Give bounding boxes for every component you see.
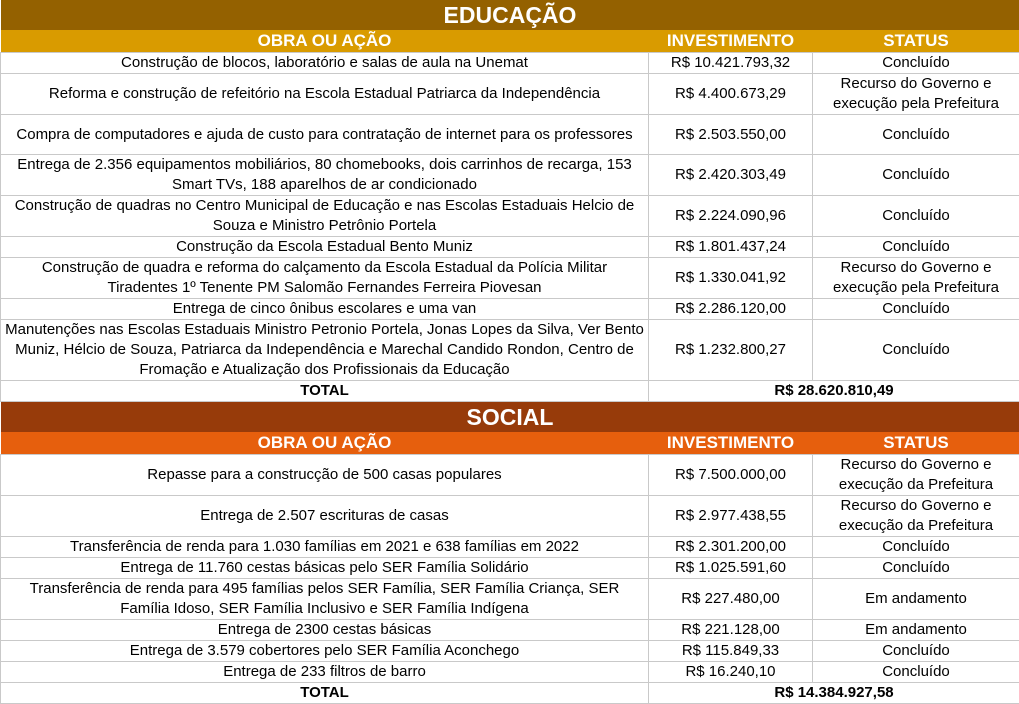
status-cell: Concluído [813, 662, 1019, 683]
status-cell: Concluído [813, 53, 1019, 74]
table-row [1, 196, 1019, 237]
header-obra: OBRA OU AÇÃO [1, 432, 649, 455]
social-header-row [1, 432, 1019, 455]
educacao-header-row [1, 30, 1019, 53]
table-row [1, 74, 1019, 115]
table-row [1, 641, 1019, 662]
status-cell: Concluído [813, 155, 1019, 196]
obra-cell: Manutenções nas Escolas Estaduais Ministro Petronio Portela, Jonas Lopes da Silva, Ver Bento Muniz, Hélcio de Souza, Patriarca da Independência e Marechal Candido Rondon, Centro de Fromação e Atualização dos Profissionais da Educação [1, 320, 649, 381]
educacao-title: EDUCAÇÃO [1, 0, 1019, 30]
total-value: R$ 28.620.810,49 [649, 381, 1019, 402]
obra-cell: Entrega de 3.579 cobertores pelo SER Família Aconchego [1, 641, 649, 662]
status-cell: Concluído [813, 320, 1019, 381]
header-status: STATUS [813, 30, 1019, 53]
investimento-cell: R$ 1.801.437,24 [649, 237, 813, 258]
obra-cell: Construção da Escola Estadual Bento Muniz [1, 237, 649, 258]
investimento-cell: R$ 1.025.591,60 [649, 558, 813, 579]
obra-cell: Entrega de 233 filtros de barro [1, 662, 649, 683]
investimento-cell: R$ 2.420.303,49 [649, 155, 813, 196]
status-cell: Concluído [813, 641, 1019, 662]
table-row [1, 320, 1019, 381]
obra-cell: Reforma e construção de refeitório na Escola Estadual Patriarca da Independência [1, 74, 649, 115]
obra-cell: Entrega de 11.760 cestas básicas pelo SER Família Solidário [1, 558, 649, 579]
investimento-cell: R$ 2.224.090,96 [649, 196, 813, 237]
obra-cell: Entrega de 2300 cestas básicas [1, 620, 649, 641]
obra-cell: Construção de quadra e reforma do calçamento da Escola Estadual da Polícia Militar Tiradentes 1º Tenente PM Salomão Fernandes Ferreira Piovesan [1, 258, 649, 299]
investimento-cell: R$ 2.301.200,00 [649, 537, 813, 558]
investimento-cell: R$ 227.480,00 [649, 579, 813, 620]
social-title: SOCIAL [1, 402, 1019, 433]
investimento-cell: R$ 2.977.438,55 [649, 496, 813, 537]
educacao-total-row [1, 381, 1019, 402]
status-cell: Em andamento [813, 579, 1019, 620]
table-row [1, 579, 1019, 620]
investimento-cell: R$ 7.500.000,00 [649, 455, 813, 496]
status-cell: Concluído [813, 237, 1019, 258]
header-investimento: INVESTIMENTO [649, 432, 813, 455]
investimento-cell: R$ 115.849,33 [649, 641, 813, 662]
table-row [1, 115, 1019, 155]
status-cell: Recurso do Governo e execução pela Prefeitura [813, 74, 1019, 115]
investimento-cell: R$ 221.128,00 [649, 620, 813, 641]
investimento-cell: R$ 10.421.793,32 [649, 53, 813, 74]
investimento-cell: R$ 1.330.041,92 [649, 258, 813, 299]
status-cell: Concluído [813, 558, 1019, 579]
obra-cell: Transferência de renda para 495 famílias pelos SER Família, SER Família Criança, SER Família Idoso, SER Família Inclusivo e SER Família Indígena [1, 579, 649, 620]
table-row [1, 537, 1019, 558]
obra-cell: Transferência de renda para 1.030 famílias em 2021 e 638 famílias em 2022 [1, 537, 649, 558]
investment-table-body [1, 0, 1019, 704]
status-cell: Em andamento [813, 620, 1019, 641]
investimento-cell: R$ 4.400.673,29 [649, 74, 813, 115]
obra-cell: Repasse para a construcção de 500 casas populares [1, 455, 649, 496]
status-cell: Concluído [813, 196, 1019, 237]
status-cell: Concluído [813, 115, 1019, 155]
total-value: R$ 14.384.927,58 [649, 683, 1019, 704]
header-status: STATUS [813, 432, 1019, 455]
investimento-cell: R$ 1.232.800,27 [649, 320, 813, 381]
educacao-title-row [1, 0, 1019, 30]
status-cell: Recurso do Governo e execução da Prefeitura [813, 455, 1019, 496]
status-cell: Concluído [813, 299, 1019, 320]
social-total-row [1, 683, 1019, 704]
header-investimento: INVESTIMENTO [649, 30, 813, 53]
table-row [1, 620, 1019, 641]
table-row [1, 53, 1019, 74]
obra-cell: Entrega de 2.356 equipamentos mobiliários, 80 chomebooks, dois carrinhos de recarga, 153 Smart TVs, 188 aparelhos de ar condicionado [1, 155, 649, 196]
obra-cell: Construção de quadras no Centro Municipal de Educação e nas Escolas Estaduais Helcio de Souza e Ministro Petrônio Portela [1, 196, 649, 237]
status-cell: Recurso do Governo e execução da Prefeitura [813, 496, 1019, 537]
table-row [1, 299, 1019, 320]
obra-cell: Entrega de 2.507 escrituras de casas [1, 496, 649, 537]
obra-cell: Compra de computadores e ajuda de custo para contratação de internet para os professores [1, 115, 649, 155]
obra-cell: Construção de blocos, laboratório e salas de aula na Unemat [1, 53, 649, 74]
table-row [1, 455, 1019, 496]
status-cell: Recurso do Governo e execução pela Prefeitura [813, 258, 1019, 299]
table-row [1, 237, 1019, 258]
table-row [1, 155, 1019, 196]
obra-cell: Entrega de cinco ônibus escolares e uma van [1, 299, 649, 320]
total-label: TOTAL [1, 381, 649, 402]
table-row [1, 258, 1019, 299]
investimento-cell: R$ 2.503.550,00 [649, 115, 813, 155]
investimento-cell: R$ 16.240,10 [649, 662, 813, 683]
header-obra: OBRA OU AÇÃO [1, 30, 649, 53]
social-title-row [1, 402, 1019, 433]
table-row [1, 662, 1019, 683]
table-row [1, 496, 1019, 537]
investimento-cell: R$ 2.286.120,00 [649, 299, 813, 320]
status-cell: Concluído [813, 537, 1019, 558]
table-row [1, 558, 1019, 579]
total-label: TOTAL [1, 683, 649, 704]
